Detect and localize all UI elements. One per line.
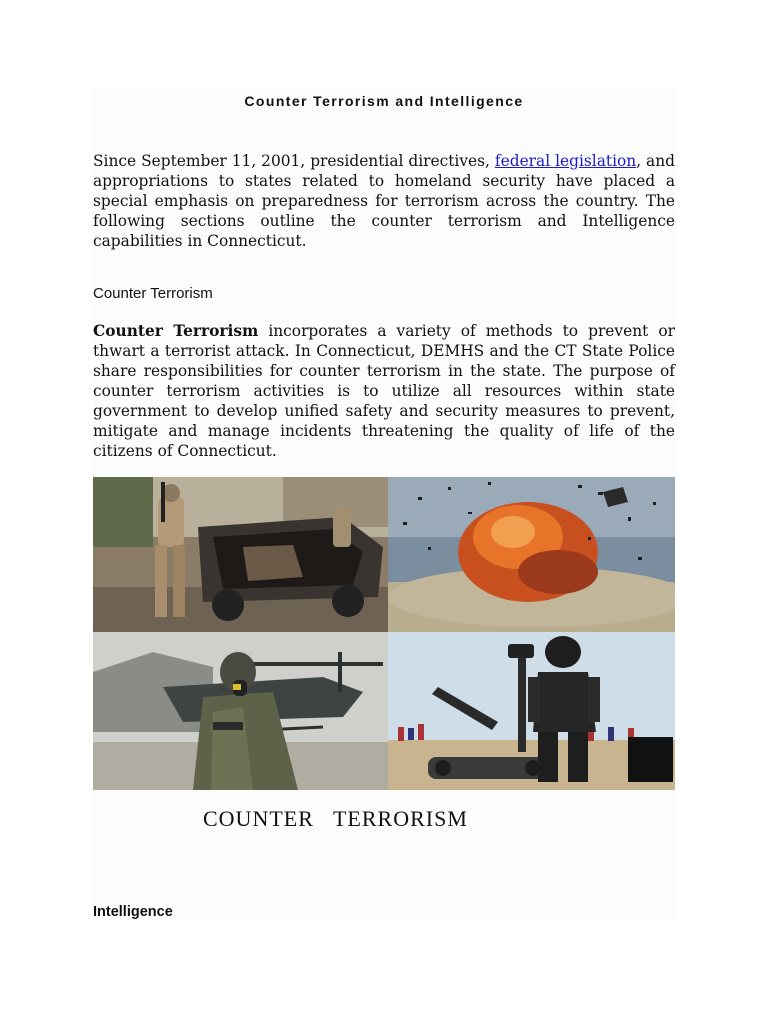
counter-terrorism-heading: Counter Terrorism [93,285,213,302]
intelligence-heading: Intelligence [93,904,173,920]
counter-terrorism-paragraph [93,321,675,461]
collage-caption: COUNTER TERRORISM [203,806,468,831]
counter-terrorism-photo-collage [93,477,675,790]
intro-paragraph [93,151,675,251]
counter-terrorism-body: incorporates a variety of methods to prevent or thwart a terrorist attack. In Connecticut, DEMHS and the CT State Police share responsibilities for counter terrorism in the state. The purpose of counter terrorism activities is to utilize all resources within state government to develop unified safety and security measures to prevent, mitigate and manage incidents threatening the quality of life of the citizens of Connecticut. [93,322,675,460]
federal-legislation-link[interactable]: federal legislation [494,152,637,170]
counter-terrorism-lead: Counter Terrorism [93,322,259,340]
intro-text-end: , and appropriations to states related to homeland security have placed a special emphasis on preparedness for terrorism across the country. The following sections outline the counter terrorism and Intelligence capabilities in Connecticut. [93,152,675,250]
document-title: Counter Terrorism and Intelligence [244,93,524,109]
intro-text-start: Since September 11, 2001, presidential directives, [93,152,495,170]
photo-explosion [388,477,675,632]
photo-soldier-gas-mask [93,632,388,790]
photo-soldier-burned-vehicle [93,477,388,632]
photo-bomb-disposal-robot [388,632,675,790]
